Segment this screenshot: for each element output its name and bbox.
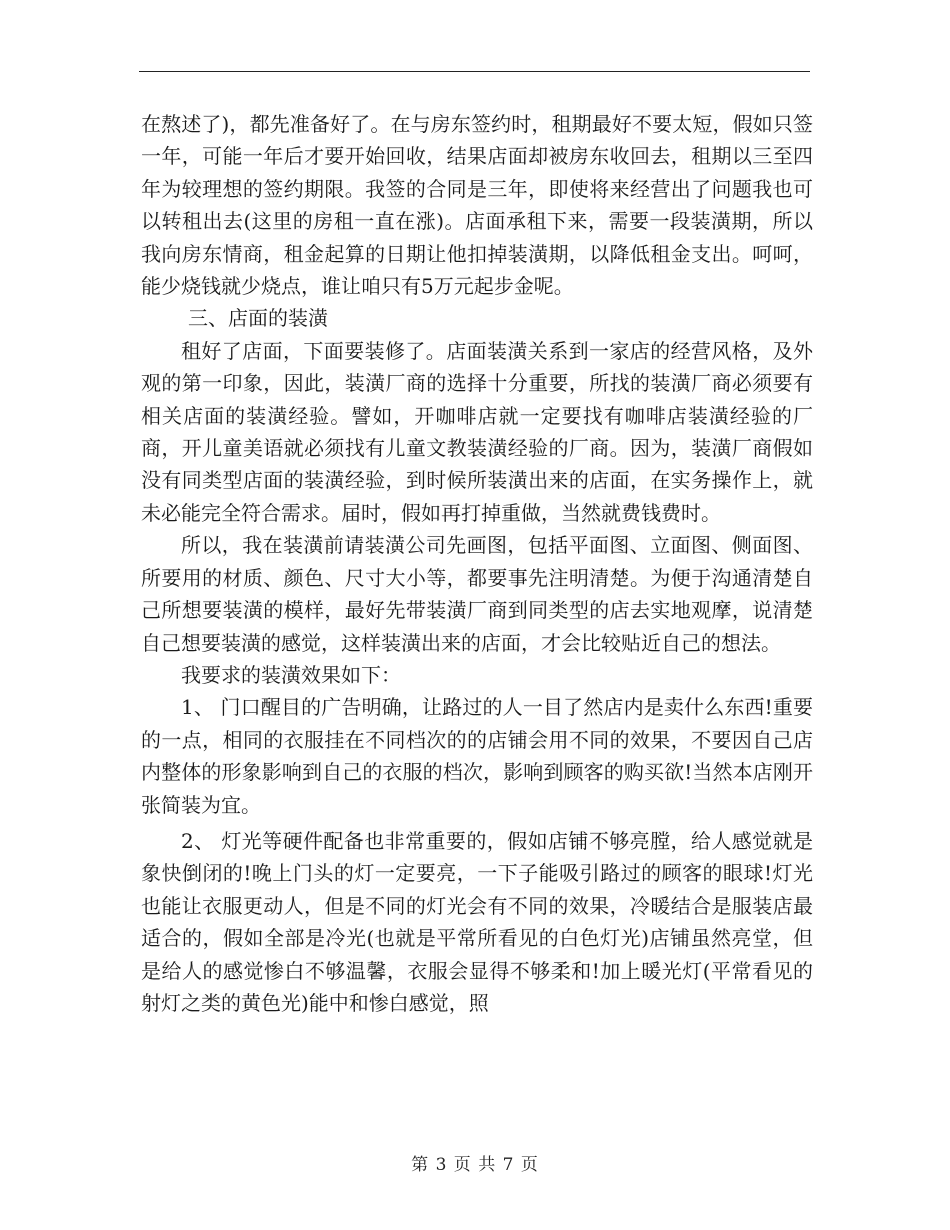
section-heading-decoration: 三、店面的装潢 xyxy=(188,306,328,331)
header-rule xyxy=(139,71,810,72)
document-body xyxy=(141,108,813,1019)
paragraph-requirements-intro: 我要求的装潢效果如下： xyxy=(181,662,401,687)
page-footer: 第 3 页 共 7 页 xyxy=(411,1155,539,1175)
paragraph-design-drawings: 所以，我在装潢前请装潢公司先画图，包括平面图、立面图、侧面图、所要用的材质、颜色、尺寸大小等，都要事先注明清楚。为便于沟通清楚自己所想要装潢的模样，最好先带装潢厂商到同类型的店去实地观摩，说清楚自己想要装潢的感觉，这样装潢出来的店面，才会比较贴近自己的想法。 xyxy=(141,533,813,655)
list-item-lighting: 2、 灯光等硬件配备也非常重要的，假如店铺不够亮膛，给人感觉就是象快倒闭的!晚上门头的灯一定要亮，一下子能吸引路过的顾客的眼球!灯光也能让衣服更动人，但是不同的灯光会有不同的效果，冷暖结合是服装店最适合的，假如全部是冷光(也就是平常所看见的白色灯光)店铺虽然亮堂，但是给人的感觉惨白不够温馨，衣服会显得不够柔和!加上暖光灯(平常看见的射灯之类的黄色光)能中和惨白感觉，照 xyxy=(141,828,813,1015)
paragraph-lease-terms: 在熬述了)，都先准备好了。在与房东签约时，租期最好不要太短，假如只签一年，可能一年后才要开始回收，结果店面却被房东收回去，租期以三至四年为较理想的签约期限。我签的合同是三年，即使将来经营出了问题我也可以转租出去(这里的房租一直在涨)。店面承租下来，需要一段装潢期，所以我向房东情商，租金起算的日期让他扣掉装潢期，以降低租金支出。呵呵，能少烧钱就少烧点，谁让咱只有5万元起步金呢。 xyxy=(141,112,813,299)
list-item-signage: 1、 门口醒目的广告明确，让路过的人一目了然店内是卖什么东西!重要的一点，相同的衣服挂在不同档次的的店铺会用不同的效果，不要因自己店内整体的形象影响到自己的衣服的档次，影响到顾客的购买欲!当然本店刚开张简装为宜。 xyxy=(141,695,813,817)
paragraph-decoration-vendor: 租好了店面，下面要装修了。店面装潢关系到一家店的经营风格，及外观的第一印象，因此，装潢厂商的选择十分重要，所找的装潢厂商必须要有相关店面的装潢经验。譬如，开咖啡店就一定要找有咖啡店装潢经验的厂商，开儿童美语就必须找有儿童文教装潢经验的厂商。因为，装潢厂商假如没有同类型店面的装潢经验，到时候所装潢出来的店面，在实务操作上，就未必能完全符合需求。届时，假如再打掉重做，当然就费钱费时。 xyxy=(141,338,813,525)
